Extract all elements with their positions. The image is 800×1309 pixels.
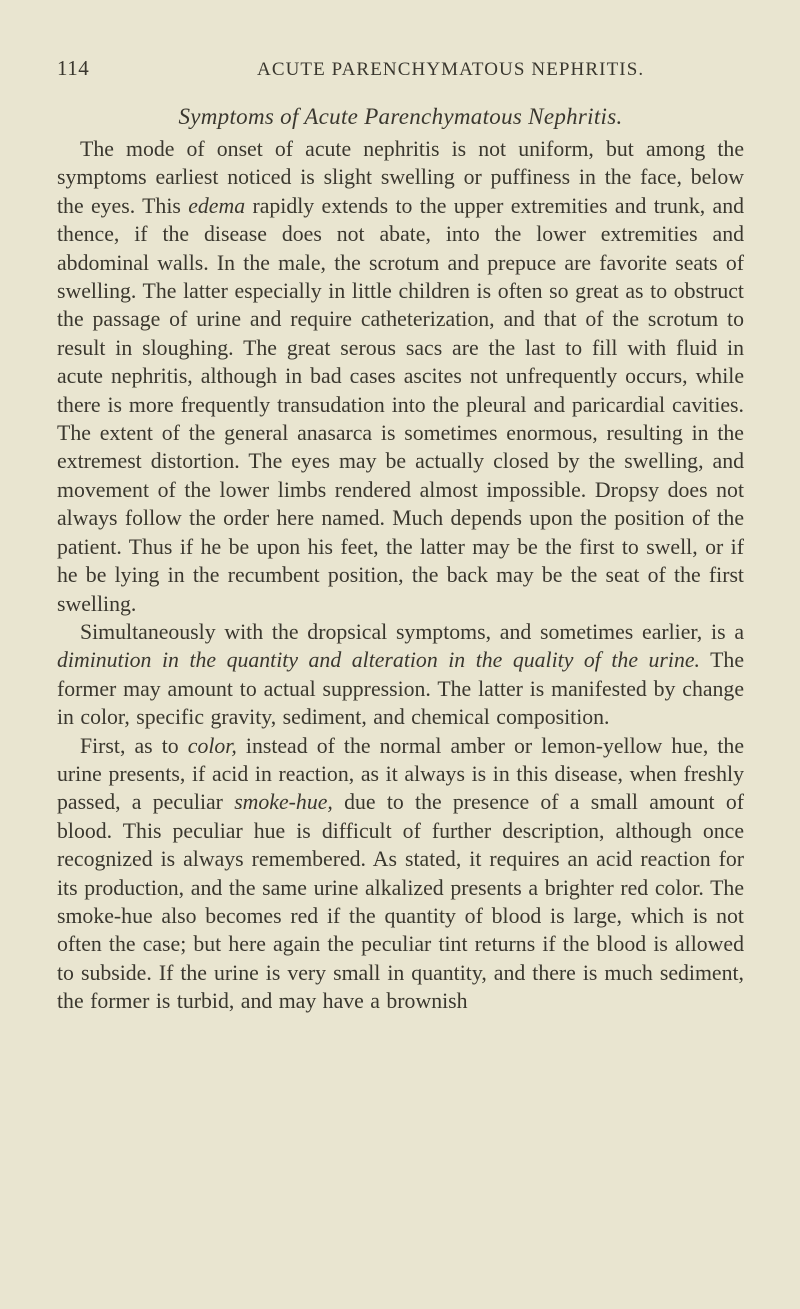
paragraph-edema	[57, 135, 744, 618]
page-number: 114	[57, 56, 90, 80]
paragraph-text: Simultaneously with the dropsical symptoms, and sometimes earlier, is a	[80, 619, 744, 644]
section-title: Symptoms of Acute Parenchymatous Nephritis.	[178, 104, 623, 129]
italic-term-diminution: diminution in the quantity and alteration in the quality of the urine.	[57, 648, 700, 673]
paragraph-text: due to the presence of a small amount of blood. This peculiar hue is difficult of further description, although once recognized is always remembered. As stated, it requires an acid reaction for its production, and the same urine alkalized presents a brighter red color. The smoke-hue also becomes red if the quantity of blood is large, which is not often the case; but here again the peculiar tint returns if the blood is allowed to subside. If the urine is very small in quantity, and there is much sediment, the former is turbid, and may have a brownish	[57, 790, 744, 1014]
paragraph-color	[57, 732, 744, 1016]
italic-term-edema: edema	[188, 193, 246, 218]
paragraph-urine-changes	[57, 618, 744, 732]
paragraph-text: The former may amount to actual suppression. The latter is manifested by change in color, specific gravity, sediment, and chemical composition.	[57, 648, 744, 730]
page-header	[57, 56, 744, 86]
paragraph-text: First, as to	[80, 733, 188, 758]
italic-term-smoke-hue: smoke-hue,	[234, 790, 333, 815]
paragraph-text: The mode of onset of acute nephritis is not uniform, but among the symptoms earliest noticed is slight swelling or puffiness in the face, below the eyes. This	[57, 137, 744, 218]
paragraph-text: instead of the normal amber or lemon-yellow hue, the urine presents, if acid in reaction, as it always is in this disease, when freshly passed, a peculiar	[57, 733, 744, 815]
paragraph-text: rapidly extends to the upper extremities and trunk, and thence, if the disease does not abate, into the lower extremities and abdominal walls. In the male, the scrotum and prepuce are favorite seats of swelling. The latter especially in little children is often so great as to obstruct the passage of urine and require catheterization, and that of the scrotum to result in sloughing. The great serous sacs are the last to fill with fluid in acute nephritis, although in bad cases ascites not unfrequently occurs, while there is more frequently transudation into the pleural and paricardial cavities. The extent of the general anasarca is sometimes enormous, resulting in the extremest distortion. The eyes may be actually closed by the swelling, and movement of the lower limbs rendered almost impossible. Dropsy does not always follow the order here named. Much depends upon the position of the patient. Thus if he be upon his feet, the latter may be the first to swell, or if he be lying in the recumbent position, the back may be the seat of the first swelling.	[57, 193, 745, 616]
italic-term-color: color,	[187, 733, 237, 758]
running-head: ACUTE PARENCHYMATOUS NEPHRITIS.	[257, 59, 645, 80]
